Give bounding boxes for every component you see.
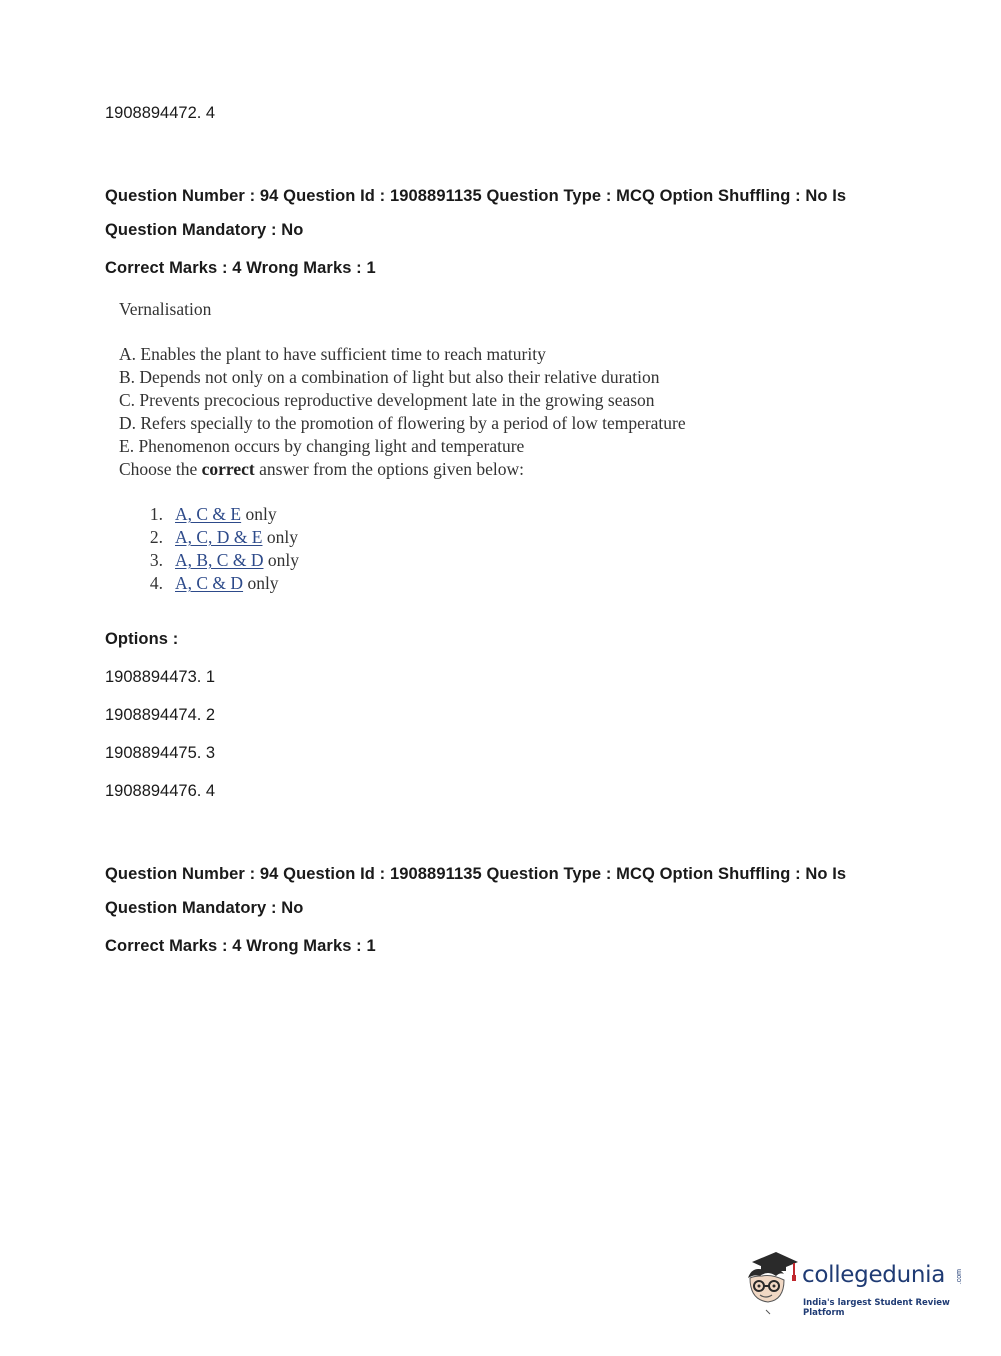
option-line-2: 1908894474. 2	[105, 706, 216, 724]
choice-number: 1.	[149, 504, 163, 524]
choice-rest: only	[263, 550, 299, 570]
choose-instruction	[119, 458, 759, 481]
choice-link[interactable]: A, C & E	[175, 504, 242, 524]
choice-rest: only	[241, 504, 277, 524]
question-title: Vernalisation	[119, 299, 212, 319]
question-header-line1: Question Number : 94 Question Id : 1908891135 Question Type : MCQ Option Shuffling : No Is	[105, 187, 847, 205]
choice-rest: only	[262, 527, 298, 547]
statement-a: A. Enables the plant to have sufficient time to reach maturity	[119, 344, 546, 364]
next-marks-line: Correct Marks : 4 Wrong Marks : 1	[105, 937, 376, 955]
choose-prefix: Choose the	[119, 459, 202, 479]
option-line-3: 1908894475. 3	[105, 744, 216, 762]
answer-choices	[147, 503, 759, 595]
choice-item	[147, 526, 759, 549]
statement-e: E. Phenomenon occurs by changing light and temperature	[119, 436, 525, 456]
choice-item	[147, 549, 759, 572]
collegedunia-logo[interactable]	[742, 1248, 972, 1318]
choice-link[interactable]: A, C & D	[175, 573, 244, 593]
choice-number: 4.	[149, 573, 163, 593]
question-body	[119, 298, 759, 595]
next-question-header-line2: Question Mandatory : No	[105, 899, 304, 917]
brand-name: collegedunia	[802, 1262, 946, 1288]
choice-number: 2.	[149, 527, 163, 547]
choice-link[interactable]: A, B, C & D	[175, 550, 264, 570]
marks-line: Correct Marks : 4 Wrong Marks : 1	[105, 259, 376, 277]
choice-item	[147, 503, 759, 526]
option-line-1: 1908894473. 1	[105, 668, 216, 686]
options-label: Options :	[105, 630, 179, 648]
choose-suffix: answer from the options given below:	[254, 459, 525, 479]
choice-item	[147, 572, 759, 595]
statement-c: C. Prevents precocious reproductive development late in the growing season	[119, 390, 655, 410]
choose-bold: correct	[201, 459, 255, 479]
next-question-header-line1: Question Number : 94 Question Id : 1908891135 Question Type : MCQ Option Shuffling : No Is	[105, 865, 847, 883]
option-line-4: 1908894476. 4	[105, 782, 216, 800]
previous-option-line: 1908894472. 4	[105, 104, 216, 122]
graduate-mascot-icon	[742, 1248, 800, 1318]
choice-rest: only	[243, 573, 279, 593]
statement-d: D. Refers specially to the promotion of flowering by a period of low temperature	[119, 413, 686, 433]
statement-b: B. Depends not only on a combination of light but also their relative duration	[119, 367, 660, 387]
brand-dotcom: .com	[956, 1269, 963, 1285]
brand-tagline: India's largest Student Review Platform	[803, 1298, 950, 1318]
question-header-line2: Question Mandatory : No	[105, 221, 304, 239]
choice-link[interactable]: A, C, D & E	[175, 527, 263, 547]
choice-number: 3.	[149, 550, 163, 570]
